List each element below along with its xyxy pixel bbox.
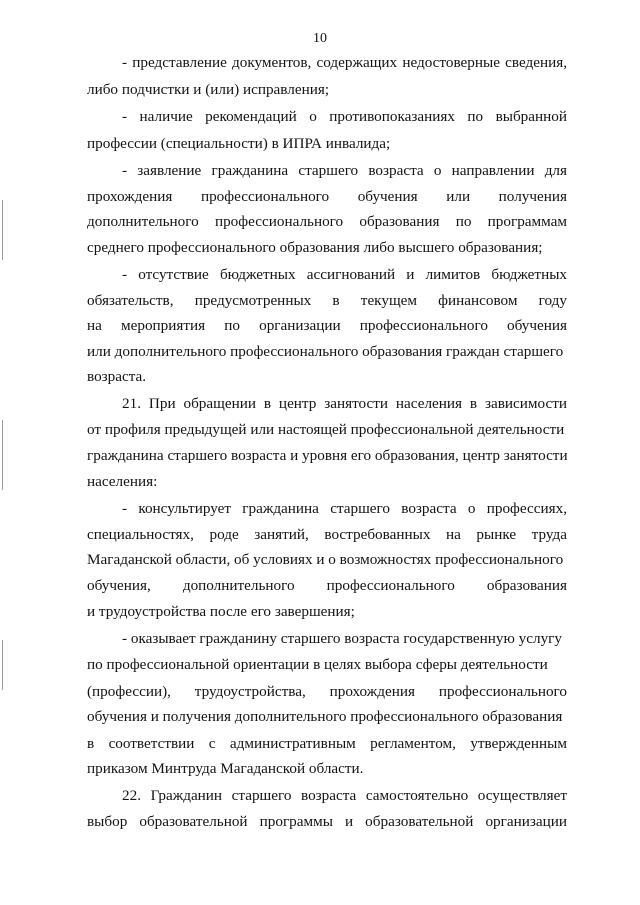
text-line: среднего профессионального образования либо высшего образования; [87, 239, 543, 256]
text-line: Магаданской области, об условиях и о возможностях профессионального [87, 551, 564, 568]
text-line: возраста. [87, 368, 147, 385]
text-line: (профессии), трудоустройства, прохождения профессионального [87, 683, 567, 700]
scan-edge-mark [2, 640, 3, 690]
text-line: приказом Минтруда Магаданской области. [87, 760, 364, 777]
text-line: - оказывает гражданину старшего возраста государственную услугу [122, 630, 562, 647]
text-line: или дополнительного профессионального образования граждан старшего [87, 343, 564, 360]
text-line: - представление документов, содержащих недостоверные сведения, [122, 54, 567, 71]
text-line: от профиля предыдущей или настоящей профессиональной деятельности [87, 421, 565, 438]
text-line: по профессиональной ориентации в целях выбора сферы деятельности [87, 656, 548, 673]
text-line: в соответствии с административным регламентом, утвержденным [87, 735, 567, 752]
text-line: выбор образовательной программы и образовательной организации [87, 813, 567, 830]
scan-edge-mark [2, 420, 3, 490]
text-line: прохождения профессионального обучения или получения [87, 188, 567, 205]
page-number: 10 [313, 31, 327, 46]
text-line: на мероприятия по организации профессионального обучения [87, 317, 567, 334]
text-line: - отсутствие бюджетных ассигнований и лимитов бюджетных [122, 266, 567, 283]
text-line: населения: [87, 473, 158, 490]
text-line: специальностях, роде занятий, востребованных на рынке труда [87, 526, 567, 543]
text-line: обучения и получения дополнительного профессионального образования [87, 708, 563, 725]
text-line: и трудоустройства после его завершения; [87, 603, 355, 620]
text-line: профессии (специальности) в ИПРА инвалида; [87, 135, 391, 152]
text-line: дополнительного профессионального образования по программам [87, 213, 567, 230]
text-line: - заявление гражданина старшего возраста о направлении для [122, 162, 567, 179]
text-line: либо подчистки и (или) исправления; [87, 81, 330, 98]
text-line: 22. Гражданин старшего возраста самостоятельно осуществляет [122, 787, 567, 804]
text-line: - наличие рекомендаций о противопоказаниях по выбранной [122, 108, 567, 125]
text-line: обязательств, предусмотренных в текущем финансовом году [87, 292, 567, 309]
text-line: 21. При обращении в центр занятости населения в зависимости [122, 395, 567, 412]
text-line: обучения, дополнительного профессионального образования [87, 577, 567, 594]
scan-edge-mark [2, 200, 3, 260]
text-line: гражданина старшего возраста и уровня его образования, центр занятости [87, 447, 568, 464]
text-line: - консультирует гражданина старшего возраста о профессиях, [122, 500, 567, 517]
